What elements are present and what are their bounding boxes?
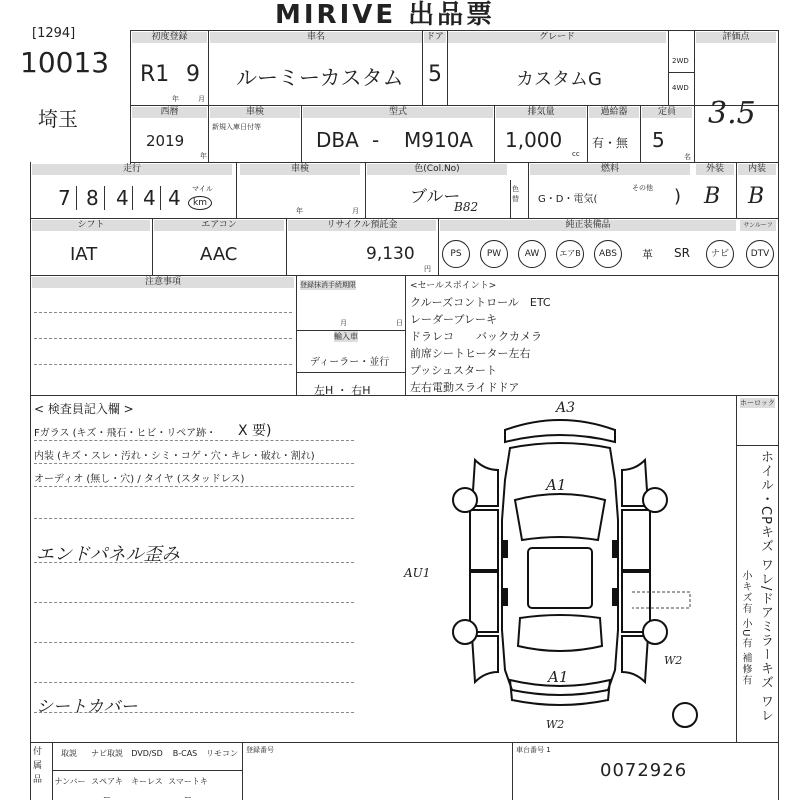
- fuel-header: 燃料: [530, 164, 690, 175]
- accessory-number-plate: ナンバー: [54, 777, 86, 786]
- inspection-header: 車検: [210, 107, 300, 118]
- equipment-header: 純正装備品: [440, 220, 736, 231]
- inspection-expiry-header: 車検: [240, 164, 360, 175]
- chassis-number-label: 車台番号 1: [516, 746, 551, 754]
- turbo-header: 過給器: [589, 107, 639, 118]
- registration-day: 日: [396, 319, 403, 327]
- mileage-digit-4: 4: [143, 186, 156, 210]
- accessory-spare-key: スペアキー: [91, 777, 123, 802]
- recycle-yen: 円: [424, 265, 431, 273]
- year-header: 西暦: [132, 107, 207, 118]
- chassis-number: 0072926: [600, 760, 688, 781]
- mileage-digit-3: 4: [116, 186, 129, 210]
- damage-mark-front: A3: [556, 400, 576, 416]
- inspection-month-unit: 月: [352, 207, 359, 215]
- model-year-unit: 年: [200, 152, 207, 160]
- wheel-mirror-legend: ホイル・CPキズ ワレ/ドアミラーキズ ワレ: [758, 450, 773, 723]
- registration-era: R1: [140, 62, 170, 87]
- drive-2wd: 2WD: [672, 57, 689, 65]
- doors-header: ドア: [424, 32, 446, 43]
- inspection-year-unit: 年: [296, 207, 303, 215]
- registration-month: 月: [340, 319, 347, 327]
- recycle-value: 9,130: [366, 244, 415, 264]
- color-code: B82: [454, 200, 479, 214]
- model-year: 2019: [146, 132, 185, 150]
- km-unit-circled: km: [188, 196, 212, 210]
- equip-airbag: エアB: [556, 240, 584, 268]
- sunroof-header: サンルーフ: [740, 220, 776, 231]
- equip-aw: AW: [518, 240, 546, 268]
- registration-month: 9: [186, 62, 200, 87]
- mileage-header: 走行: [32, 164, 232, 175]
- aircon-header: エアコン: [154, 220, 284, 231]
- capacity-header: 定員: [642, 107, 692, 118]
- right-legend-label: ホーロック: [740, 399, 775, 407]
- equip-ps: PS: [442, 240, 470, 268]
- audio-tire-condition: オーディオ (無し・穴) / タイヤ (スタッドレス): [34, 474, 245, 485]
- score-header: 評価点: [696, 32, 776, 43]
- turbo-value: 有・無: [592, 136, 629, 150]
- mileage-digit-2: 8: [86, 186, 99, 210]
- year-unit: 年: [172, 95, 179, 103]
- damage-mark-side: AU1: [404, 566, 431, 580]
- color-change: 色替: [512, 185, 519, 203]
- inspector-note-end-panel: エンドパネル歪み: [36, 544, 180, 565]
- interior-grade: B: [748, 184, 765, 209]
- small-damage-legend: 小キズ有 小U有 補修有: [740, 570, 751, 686]
- displacement-unit: cc: [572, 150, 580, 158]
- displacement-value: 1,000: [505, 128, 563, 152]
- model-prefix: DBA: [316, 128, 359, 152]
- month-unit: 月: [198, 95, 205, 103]
- model-header: 型式: [303, 107, 493, 118]
- fuel-options: G・D・電気(: [538, 194, 598, 205]
- document-title: MIRIVE 出品票: [275, 0, 496, 30]
- damage-mark-hood: A1: [546, 476, 567, 494]
- sales-point-4: 前席シートヒーター左右: [410, 347, 531, 360]
- capacity-unit: 名: [684, 153, 691, 161]
- model-dash: -: [372, 128, 380, 152]
- car-name-header: 車名: [210, 32, 422, 43]
- grade-header: グレード: [448, 32, 666, 43]
- registration-deadline-label: 登録抹消手続期限: [300, 281, 356, 289]
- sales-point-5: プッシュスタート: [410, 364, 498, 377]
- drive-4wd: 4WD: [672, 84, 689, 92]
- color-header: 色(Col.No): [367, 164, 507, 175]
- grade-name: カスタムG: [516, 69, 602, 90]
- lot-bracket-number: [1294]: [32, 26, 76, 41]
- sales-point-1: クルーズコントロール ETC: [410, 296, 551, 309]
- damage-mark-rear-wheel: W2: [664, 654, 683, 667]
- equip-leather: 革: [642, 248, 653, 261]
- windshield-condition: Fガラス (キズ・飛石・ヒビ・リペア跡・: [34, 428, 217, 439]
- fuel-other: その他: [632, 184, 653, 192]
- capacity-value: 5: [652, 128, 665, 152]
- color-name: ブルー: [410, 187, 461, 207]
- equip-navi: ナビ: [706, 240, 734, 268]
- equip-abs: ABS: [594, 240, 622, 268]
- mile-unit: マイル: [192, 185, 213, 193]
- shift-value: IAT: [70, 244, 98, 265]
- lot-number: 10013: [20, 46, 110, 79]
- interior-condition: 内装 (キズ・スレ・汚れ・シミ・コゲ・穴・キレ・破れ・割れ): [34, 451, 315, 462]
- equip-sr: SR: [674, 246, 690, 260]
- accessory-keyless: キーレス: [131, 777, 163, 786]
- door-count: 5: [428, 62, 442, 87]
- handle-side: 左H ・ 右H: [314, 384, 371, 397]
- import-label: 輸入車: [334, 332, 358, 341]
- accessory-navi-manual: ナビ取説: [91, 749, 123, 758]
- sales-point-3: ドラレコ バックカメラ: [410, 330, 542, 343]
- car-damage-diagram: [410, 400, 710, 740]
- exterior-header: 外装: [696, 164, 734, 175]
- aircon-value: AAC: [200, 244, 238, 265]
- accessory-bcas: B-CAS: [172, 749, 198, 758]
- accessory-manual: 取説: [61, 749, 77, 758]
- accessory-dvd-sd: DVD/SD: [131, 749, 163, 758]
- windshield-mark: X 要): [238, 423, 272, 439]
- accessory-remote: リモコン: [206, 749, 238, 758]
- car-name: ルーミーカスタム: [236, 66, 404, 90]
- shift-header: シフト: [32, 220, 150, 231]
- accessory-title: 付属品: [33, 747, 43, 785]
- damage-mark-bottom: W2: [546, 718, 565, 731]
- mileage-digit-1: 7: [58, 186, 71, 210]
- displacement-header: 排気量: [496, 107, 586, 118]
- interior-header: 内装: [738, 164, 776, 175]
- sales-point-2: レーダーブレーキ: [410, 313, 498, 326]
- exterior-grade: B: [704, 184, 721, 209]
- notice-header: 注意事項: [32, 277, 294, 288]
- sales-point-6: 左右電動スライドドア: [410, 381, 520, 394]
- inspector-label: < 検査員記入欄 >: [34, 402, 134, 416]
- accessory-smart-key: スマートキー: [168, 777, 208, 802]
- mileage-digit-5: 4: [168, 186, 181, 210]
- inspection-note: 新規入庫日付等: [212, 123, 261, 131]
- equip-pw: PW: [480, 240, 508, 268]
- region-label: 埼玉: [38, 107, 78, 131]
- registration-number-label: 登録番号: [246, 746, 274, 754]
- fuel-close: ): [674, 186, 682, 207]
- equip-dtv: DTV: [746, 240, 774, 268]
- import-dealer: ディーラー・並行: [310, 357, 390, 368]
- inspector-note-seat-cover: シートカバー: [36, 697, 138, 717]
- first-registration-header: 初度登録: [132, 32, 207, 43]
- evaluation-score: 3.5: [708, 96, 756, 131]
- recycle-header: リサイクル預託金: [288, 220, 436, 231]
- sales-point-label: <セールスポイント>: [410, 281, 497, 291]
- damage-mark-rear: A1: [548, 668, 569, 686]
- model-code: M910A: [404, 128, 474, 152]
